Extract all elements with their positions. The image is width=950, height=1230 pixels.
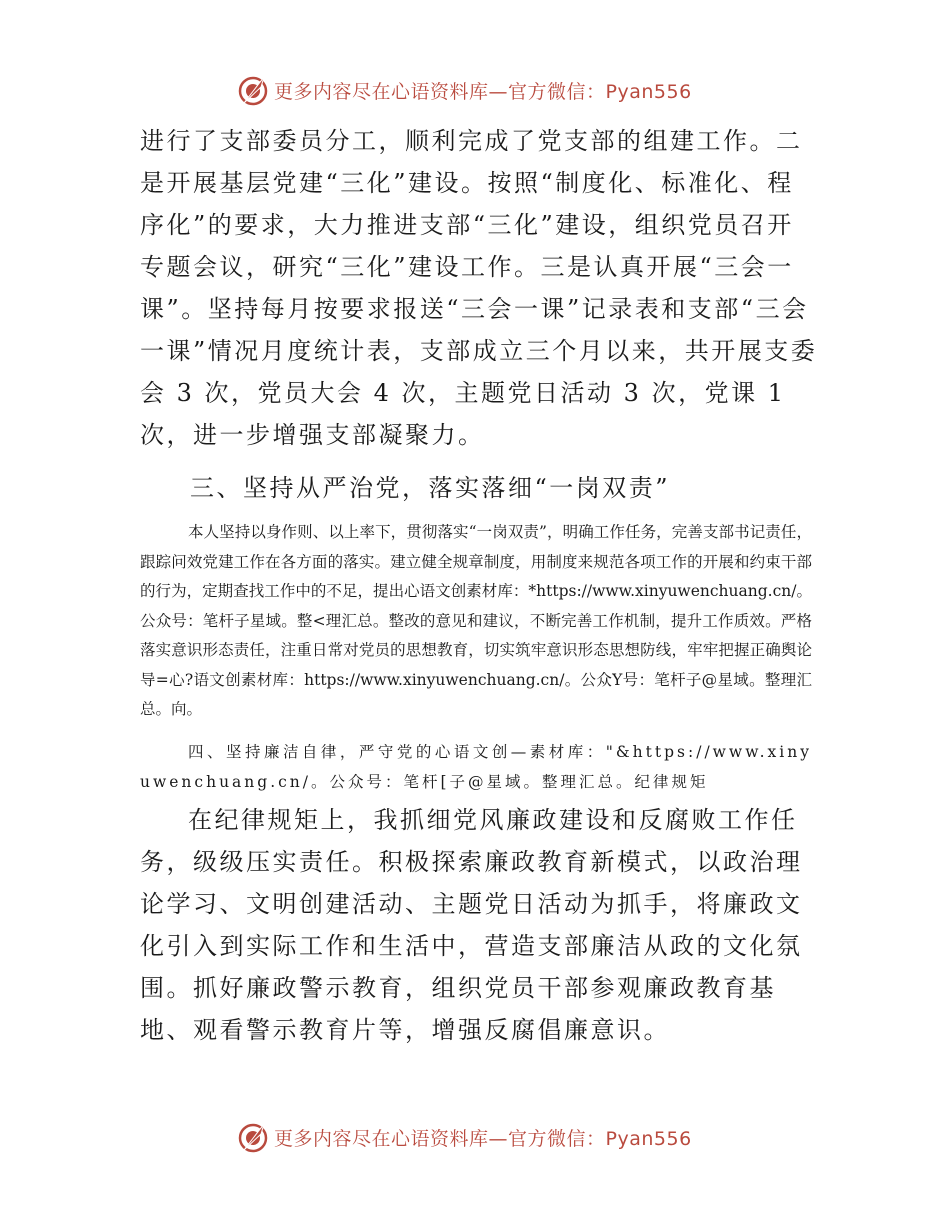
section-heading-4-inline: 四、坚持廉洁自律，严守党的心语文创—素材库："&https://www.xinyuwenchuang.cn/。公众号：笔杆[子@星域。整理汇总。纪律规矩 [140, 743, 812, 791]
banner-text: 更多内容尽在心语资料库—官方微信：Pyan556 [274, 1127, 692, 1150]
footer-banner [236, 1117, 692, 1157]
section-heading-3: 三、坚持从严治党，落实落细“一岗双责” [190, 474, 671, 502]
banner-text: 更多内容尽在心语资料库—官方微信：Pyan556 [274, 80, 692, 103]
paragraph-party-building: 进行了支部委员分工，顺利完成了党支部的组建工作。二是开展基层党建“三化”建设。按照“制度化、标准化、程序化”的要求，大力推进支部“三化”建设，组织党员召开专题会议，研究“三化”建设工作。三是认真开展“三会一课”。坚持每月按要求报送“三会一课”记录表和支部“三会一课”情况月度统计表，支部成立三个月以来，共开展支委会 3 次，党员大会 4 次，主题党日活动 3 次，党课 1 次，进一步增强支部凝聚力。 [140, 127, 818, 449]
paragraph-one-post-two-duties: 本人坚持以身作则、以上率下，贯彻落实“一岗双责”，明确工作任务，完善支部书记责任，跟踪问效党建工作在各方面的落实。建立健全规章制度，用制度来规范各项工作的开展和约束干部的行为，定期查找工作中的不足，提出心语文创素材库：*https://www.xinyuwenchuang.cn/。公众号：笔杆子星域。整<理汇总。整改的意见和建议，不断完善工作机制，提升工作质效。严格落实意识形态责任，注重日常对党员的思想教育，切实筑牢意识形态思想防线，牢牢把握正确舆论导=心?语文创素材库：https://www.xinyuwenchuang.cn/。公众Y号：笔杆子@星域。整理汇总。向。 [140, 523, 812, 718]
quill-logo-icon [236, 73, 270, 107]
paragraph-discipline: 在纪律规矩上，我抓细党风廉政建设和反腐败工作任务，级级压实责任。积极探索廉政教育新模式，以政治理论学习、文明创建活动、主题党日活动为抓手，将廉政文化引入到实际工作和生活中，营造支部廉洁从政的文化氛围。抓好廉政警示教育，组织党员干部参观廉政教育基地、观看警示教育片等，增强反腐倡廉意识。 [140, 806, 803, 1044]
quill-logo-icon [236, 1120, 270, 1154]
header-banner [236, 70, 692, 110]
